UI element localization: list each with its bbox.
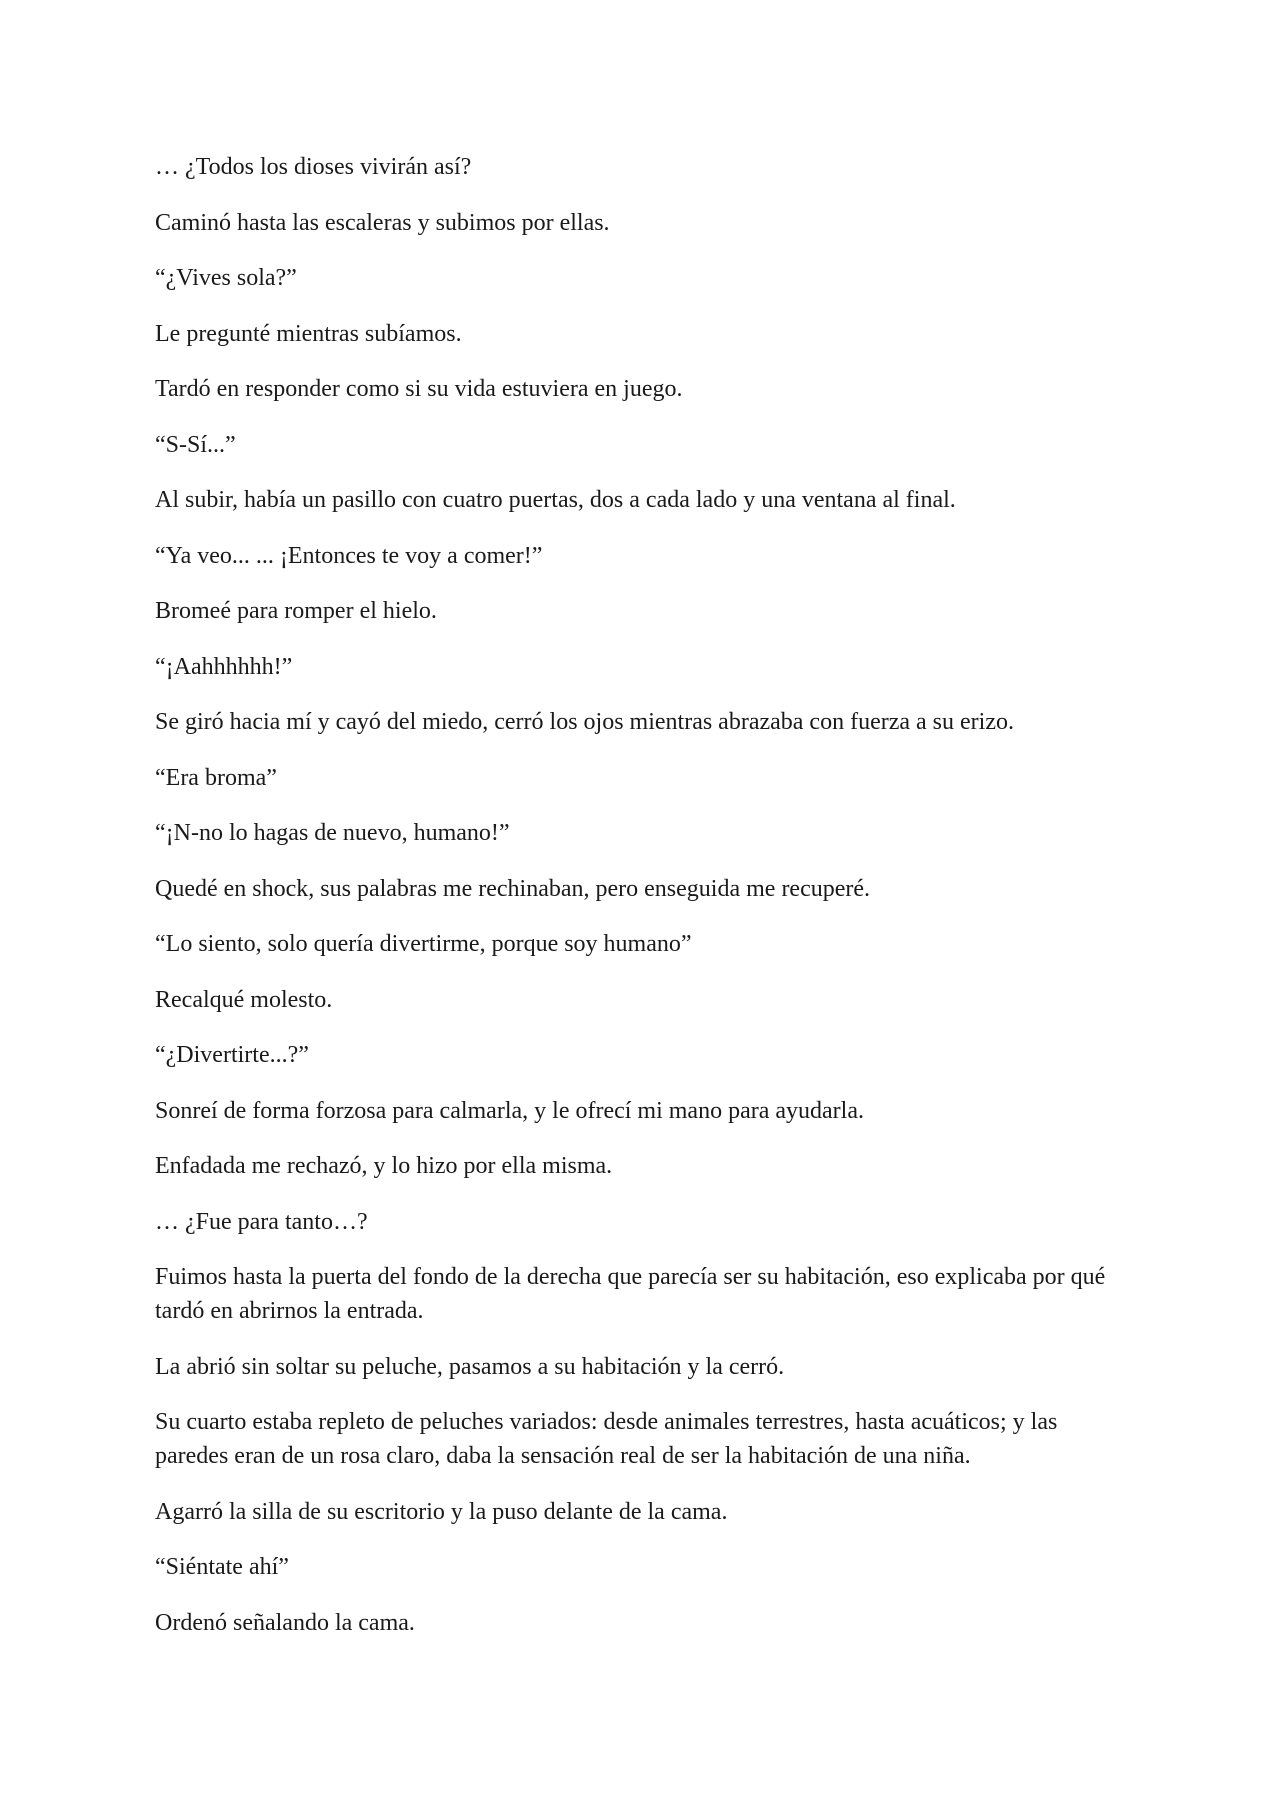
paragraph: “¡N-no lo hagas de nuevo, humano!” xyxy=(155,820,510,846)
paragraph: Fuimos hasta la puerta del fondo de la derecha que parecía ser su habitación, eso explicaba por qué tardó en abrirnos la entrada. xyxy=(155,1264,1106,1324)
paragraph: Tardó en responder como si su vida estuviera en juego. xyxy=(155,376,683,402)
paragraph: Quedé en shock, sus palabras me rechinaban, pero enseguida me recuperé. xyxy=(155,875,871,902)
body-text xyxy=(155,150,1135,1661)
paragraph: Bromeé para romper el hielo. xyxy=(155,598,437,624)
paragraph: Agarró la silla de su escritorio y la puso delante de la cama. xyxy=(155,1498,728,1525)
paragraph: … ¿Todos los dioses vivirán así? xyxy=(155,154,472,180)
paragraph: “¿Vives sola?” xyxy=(155,265,297,291)
paragraph: … ¿Fue para tanto…? xyxy=(155,1208,368,1235)
paragraph: “Lo siento, solo quería divertirme, porque soy humano” xyxy=(155,931,692,957)
paragraph: Le pregunté mientras subíamos. xyxy=(155,320,462,347)
paragraph: Al subir, había un pasillo con cuatro puertas, dos a cada lado y una ventana al final. xyxy=(155,487,956,513)
paragraph: Enfadada me rechazó, y lo hizo por ella misma. xyxy=(155,1153,613,1179)
paragraph: Ordenó señalando la cama. xyxy=(155,1609,415,1636)
paragraph: Recalqué molesto. xyxy=(155,986,333,1013)
paragraph: “Ya veo... ... ¡Entonces te voy a comer!” xyxy=(155,542,543,569)
paragraph: Su cuarto estaba repleto de peluches variados: desde animales terrestres, hasta acuáticos; y las paredes eran de un rosa claro, daba la sensación real de ser la habitación de una niña. xyxy=(155,1409,1058,1469)
paragraph: Se giró hacia mí y cayó del miedo, cerró los ojos mientras abrazaba con fuerza a su erizo. xyxy=(155,709,1014,735)
paragraph: “S-Sí...” xyxy=(155,431,236,458)
paragraph: “Era broma” xyxy=(155,764,277,791)
paragraph: Caminó hasta las escaleras y subimos por ellas. xyxy=(155,209,610,236)
paragraph: La abrió sin soltar su peluche, pasamos a su habitación y la cerró. xyxy=(155,1353,785,1380)
paragraph: “¡Aahhhhhh!” xyxy=(155,653,293,680)
paragraph: “Siéntate ahí” xyxy=(155,1554,289,1580)
paragraph: Sonreí de forma forzosa para calmarla, y le ofrecí mi mano para ayudarla. xyxy=(155,1097,864,1124)
paragraph: “¿Divertirte...?” xyxy=(155,1042,309,1068)
